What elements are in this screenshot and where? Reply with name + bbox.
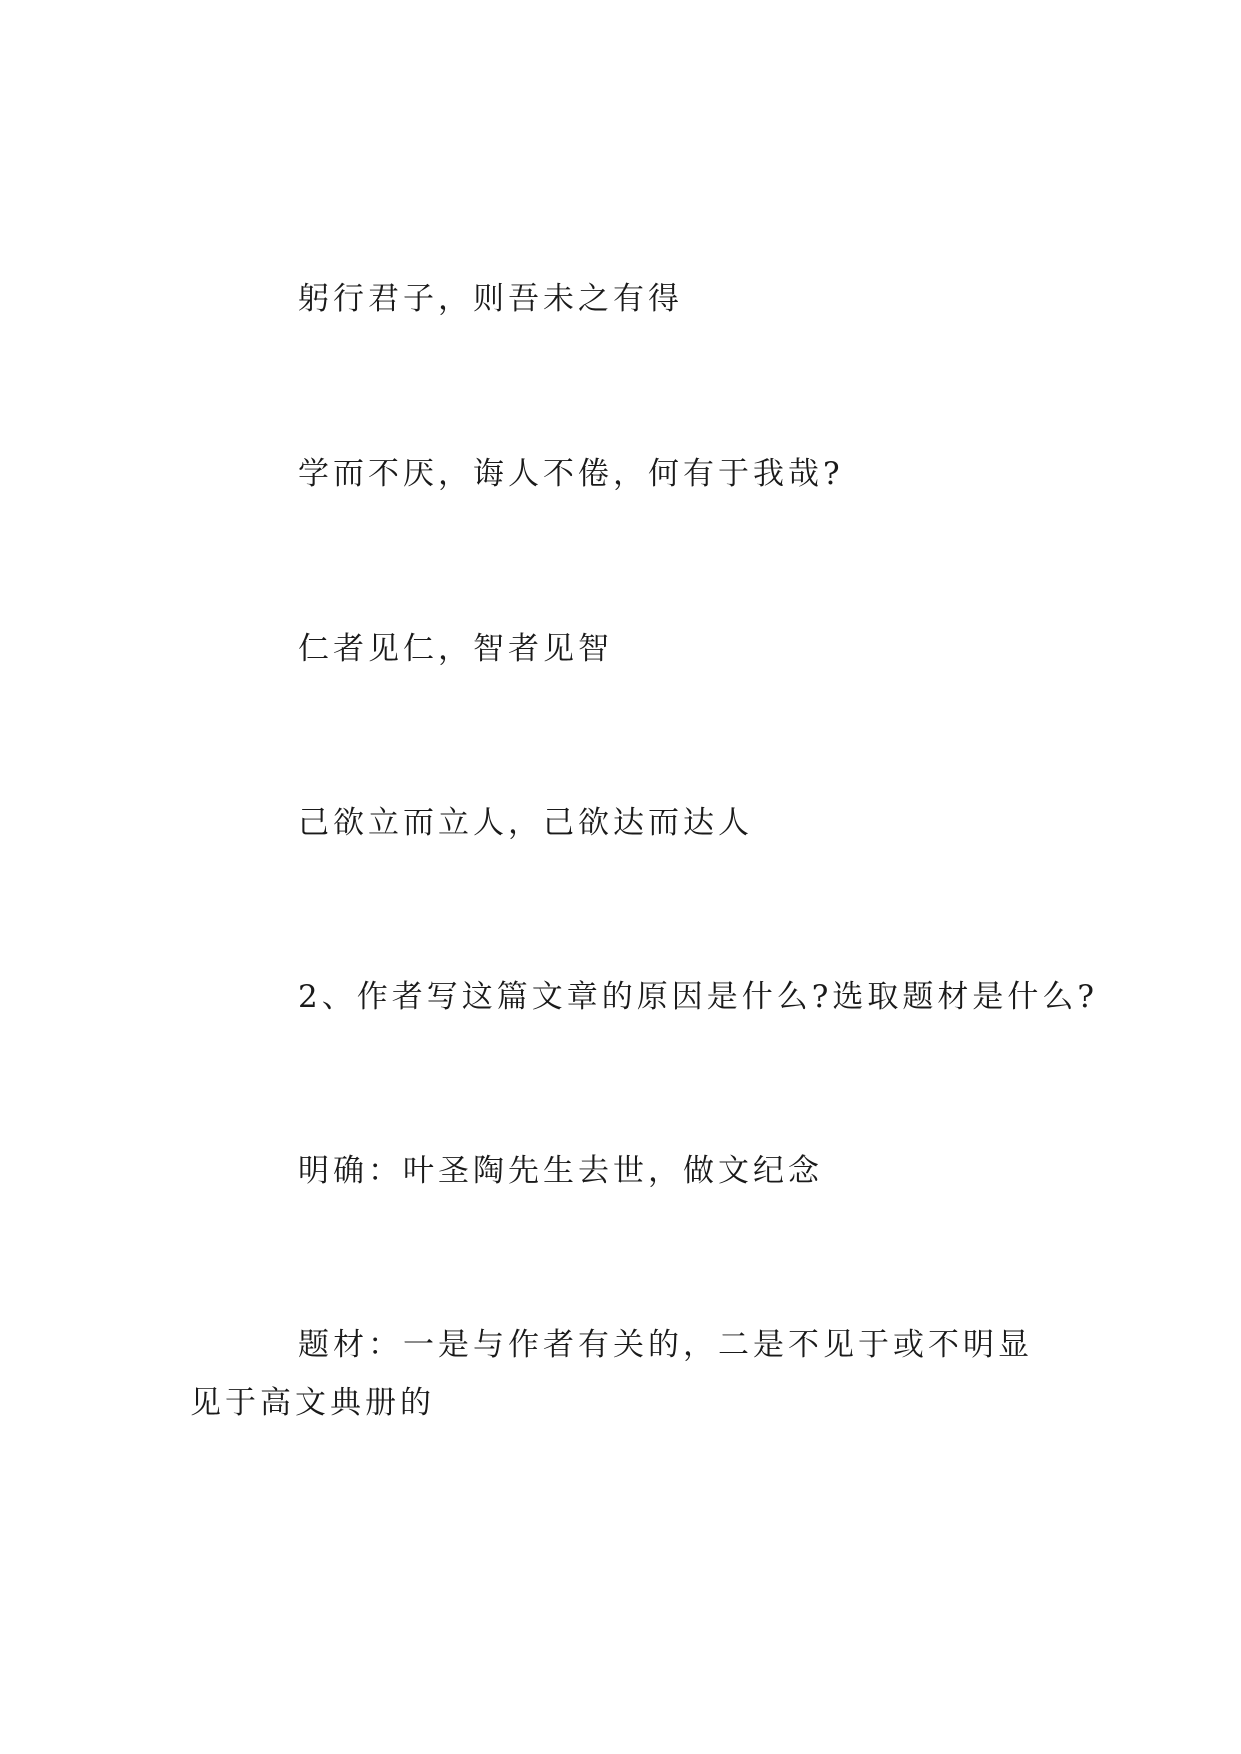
text-line-3: 仁者见仁，智者见智 xyxy=(298,631,613,667)
question-line: 2、作者写这篇文章的原因是什么?选取题材是什么? xyxy=(298,979,1098,1015)
text-line-1: 躬行君子，则吾未之有得 xyxy=(298,281,683,317)
topic-paragraph: 题材：一是与作者有关的，二是不见于或不明显见于高文典册的 xyxy=(190,1327,1033,1421)
text-line-2: 学而不厌，诲人不倦，何有于我哉? xyxy=(298,456,844,492)
text-line-4: 己欲立而立人，己欲达而达人 xyxy=(298,805,753,841)
answer-line: 明确：叶圣陶先生去世，做文纪念 xyxy=(298,1153,823,1189)
